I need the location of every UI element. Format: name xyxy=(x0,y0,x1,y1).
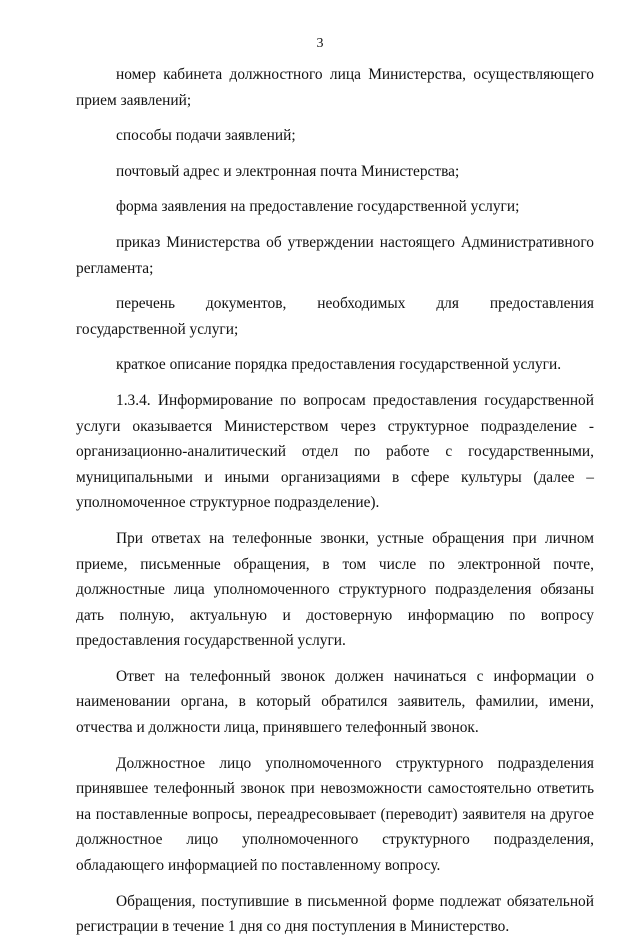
paragraph-submission-methods: способы подачи заявлений; xyxy=(116,127,296,145)
paragraph-1-3-4: 1.3.4. Информирование по вопросам предоставления государственной услуги оказывается Министерством через структурное подразделение - организационно-аналитический отдел по работе с государственными, муниципальными и иными организациями в сфере культуры (далее – уполномоченное структурное подразделение). xyxy=(76,391,594,512)
paragraph-documents-list: перечень документов, необходимых для предоставления государственной услуги; xyxy=(76,295,594,338)
paragraph-phone-answer: Ответ на телефонный звонок должен начинаться с информации о наименовании органа, в который обратился заявитель, фамилии, имени, отчества и должности лица, принявшего телефонный звонок. xyxy=(76,667,594,737)
paragraph-office-number: номер кабинета должностного лица Министерства, осуществляющего прием заявлений; xyxy=(76,66,594,109)
paragraph-postal-email: почтовый адрес и электронная почта Министерства; xyxy=(116,162,460,180)
paragraph-call-redirect: Должностное лицо уполномоченного структурного подразделения принявшее телефонный звонок при невозможности самостоятельно ответить на поставленные вопросы, переадресовывает (переводит) заявителя на другое должностное лицо уполномоченного структурного подразделения, обладающего информацией по поставленному вопросу. xyxy=(76,754,594,875)
paragraph-ministry-order: приказ Министерства об утверждении настоящего Административного регламента; xyxy=(76,233,594,277)
page-number: 3 xyxy=(316,36,324,51)
document-body xyxy=(76,62,594,950)
paragraph-phone-responses: При ответах на телефонные звонки, устные обращения при личном приеме, письменные обращения, в том числе по электронной почте, должностные лица уполномоченного структурного подразделения обязаны дать полную, актуальную и достоверную информацию по вопросу предоставления государственной услуги. xyxy=(76,529,594,650)
paragraph-application-form: форма заявления на предоставление государственной услуги; xyxy=(116,198,520,216)
paragraph-written-requests: Обращения, поступившие в письменной форме подлежат обязательной регистрации в течение 1 дня со дня поступления в Министерство. xyxy=(76,892,594,936)
paragraph-procedure-summary: краткое описание порядка предоставления государственной услуги. xyxy=(116,356,562,374)
